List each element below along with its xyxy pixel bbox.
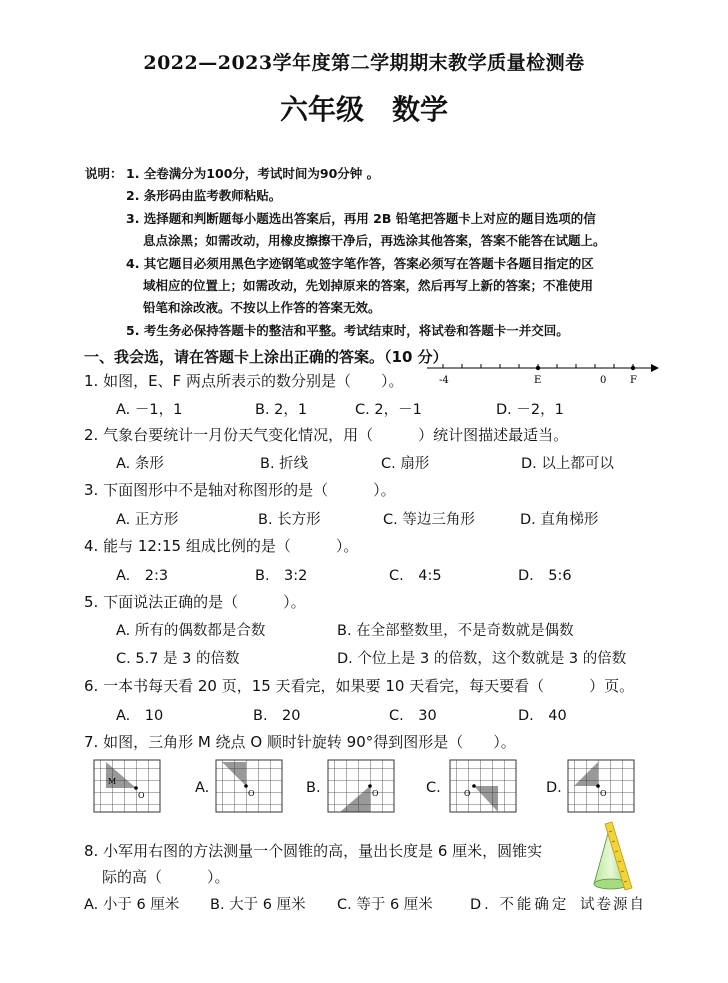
note-line: 4. 其它题目必须用黑色字迹钢笔或签字笔作答，答案必须写在答题卡各题目指定的区 xyxy=(126,256,594,271)
option: A. 正方形 xyxy=(116,512,179,528)
option: D. 以上都可以 xyxy=(521,456,614,472)
note-line: 5. 考生务必保持答题卡的整洁和平整。考试结束时，将试卷和答题卡一并交回。 xyxy=(126,323,569,338)
question-stem: 5. 下面说法正确的是（ ）。 xyxy=(84,593,306,611)
option: D. xyxy=(546,780,562,796)
option: C. 扇形 xyxy=(381,456,430,472)
label-o: O xyxy=(138,791,145,800)
option: A. 所有的偶数都是合数 xyxy=(116,623,266,639)
numberline-label: 0 xyxy=(600,375,607,386)
option: C. 5.7 是 3 的倍数 xyxy=(116,651,240,667)
option: A. 条形 xyxy=(116,456,164,472)
option: B. 2，1 xyxy=(255,402,308,418)
cone-ruler-figure xyxy=(590,820,650,896)
option: C. xyxy=(426,780,441,796)
option: C. 30 xyxy=(389,708,437,724)
numberline-label: F xyxy=(630,375,637,386)
label-o: O xyxy=(464,789,471,798)
option: B. 20 xyxy=(253,708,301,724)
grid-original xyxy=(88,756,166,816)
question-stem: 1. 如图，E、F 两点所表示的数分别是（ ）。 xyxy=(84,372,404,390)
notes-label: 说明： xyxy=(85,166,123,181)
option: C. 4:5 xyxy=(389,568,442,584)
option: B. 在全部整数里，不是奇数就是偶数 xyxy=(337,623,574,639)
option: A. 小于 6 厘米 xyxy=(84,897,180,913)
grid-option-a xyxy=(210,756,288,816)
number-line-figure xyxy=(425,362,660,388)
question-stem: 3. 下面图形中不是轴对称图形的是（ ）。 xyxy=(84,481,396,499)
section-heading: 一、我会选，请在答题卡上涂出正确的答案。（10 分） xyxy=(84,348,448,366)
option: A. 2:3 xyxy=(116,568,169,584)
option: C. 等边三角形 xyxy=(383,512,475,528)
label-o: O xyxy=(248,789,255,798)
note-line: 3. 选择题和判断题每小题选出答案后，再用 2B 铅笔把答题卡上对应的题目选项的信 xyxy=(126,211,596,226)
option: C. 等于 6 厘米 xyxy=(337,897,433,913)
option: A. xyxy=(195,780,210,796)
option: A. －1，1 xyxy=(116,402,183,418)
question-stem: 8. 小军用右图的方法测量一个圆锥的高，量出长度是 6 厘米，圆锥实 xyxy=(84,842,543,860)
option: B. 大于 6 厘米 xyxy=(210,897,306,913)
grid-option-b xyxy=(322,756,400,816)
option: D. 个位上是 3 的倍数，这个数就是 3 的倍数 xyxy=(337,651,627,667)
grid-option-c xyxy=(444,756,522,816)
note-line: 域相应的位置上；如需改动，先划掉原来的答案，然后再写上新的答案；不准使用 xyxy=(143,278,594,293)
option: D. 40 xyxy=(518,708,567,724)
option: B. 长方形 xyxy=(258,512,321,528)
note-line: 2. 条形码由监考教师粘贴。 xyxy=(126,188,282,203)
question-stem: 际的高（ ）。 xyxy=(102,868,230,886)
option: D. 直角梯形 xyxy=(520,512,599,528)
question-stem: 2. 气象台要统计一月份天气变化情况，用（ ）统计图描述最适当。 xyxy=(84,426,569,444)
grid-option-d xyxy=(562,756,640,816)
exam-title: 2022—2023学年度第二学期期末教学质量检测卷 xyxy=(143,52,585,74)
option: D. 不能确定 xyxy=(470,897,570,913)
numberline-label: -4 xyxy=(439,375,449,386)
option: D. －2，1 xyxy=(496,402,564,418)
numberline-label: E xyxy=(534,375,542,386)
note-line: 息点涂黑；如需改动，用橡皮擦擦干净后，再选涂其他答案，答案不能答在试题上。 xyxy=(143,233,606,248)
option: A. 10 xyxy=(116,708,164,724)
option: D. 5:6 xyxy=(518,568,572,584)
exam-subtitle: 六年级 数学 xyxy=(279,93,448,126)
option: B. 折线 xyxy=(260,456,309,472)
option: C. 2，－1 xyxy=(355,402,422,418)
option: B. xyxy=(306,780,321,796)
label-m: M xyxy=(108,777,117,786)
watermark-text: 试卷源自 xyxy=(580,897,646,913)
question-stem: 6. 一本书每天看 20 页，15 天看完，如果要 10 天看完，每天要看（ ）页。 xyxy=(84,677,635,695)
label-o: O xyxy=(372,789,379,798)
question-stem: 7. 如图，三角形 M 绕点 O 顺时针旋转 90°得到图形是（ ）。 xyxy=(84,733,516,751)
question-stem: 4. 能与 12:15 组成比例的是（ ）。 xyxy=(84,537,359,555)
label-o: O xyxy=(600,789,607,798)
note-line: 1. 全卷满分为100分，考试时间为90分钟 。 xyxy=(126,166,380,181)
note-line: 铅笔和涂改液。不按以上作答的答案无效。 xyxy=(143,300,381,315)
option: B. 3:2 xyxy=(255,568,308,584)
